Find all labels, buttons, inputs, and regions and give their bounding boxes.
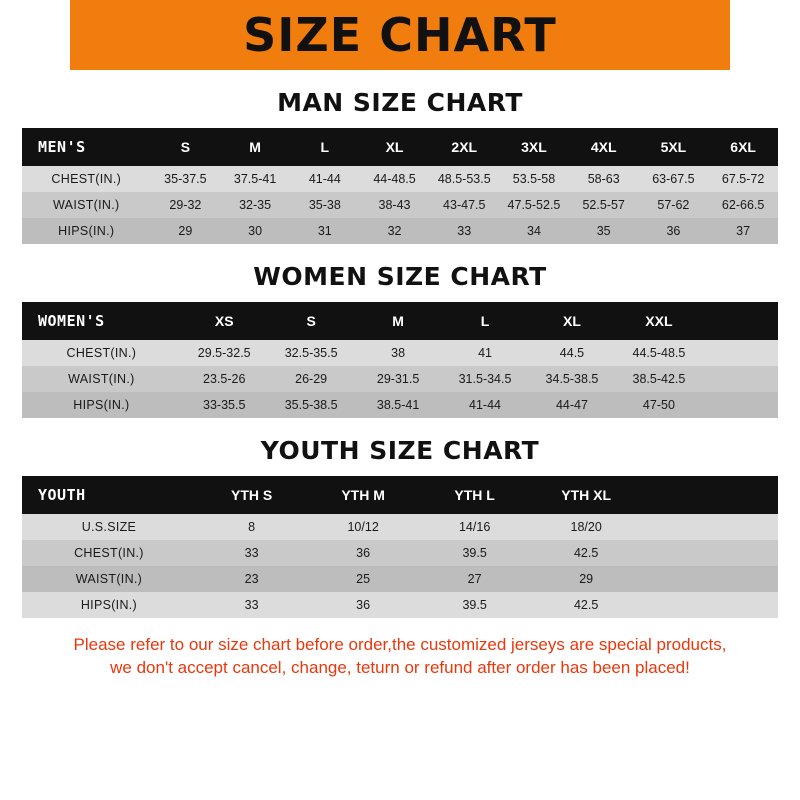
table-cell: 44-48.5	[360, 166, 430, 192]
column-header: YOUTH	[22, 476, 196, 514]
table-row	[22, 166, 778, 192]
table-cell-spacer	[642, 514, 778, 540]
column-header: M	[220, 128, 290, 166]
table-cell: 29	[151, 218, 221, 244]
row-header: HIPS(IN.)	[22, 392, 181, 418]
column-header: XS	[181, 302, 268, 340]
table-cell: 30	[220, 218, 290, 244]
table-cell: 33	[196, 592, 308, 618]
table-row	[22, 192, 778, 218]
table-cell: 39.5	[419, 592, 531, 618]
row-header: HIPS(IN.)	[22, 218, 151, 244]
column-header: MEN'S	[22, 128, 151, 166]
table-cell: 41-44	[290, 166, 360, 192]
table-cell: 8	[196, 514, 308, 540]
table-cell: 29-32	[151, 192, 221, 218]
table-header-row	[22, 476, 778, 514]
table-cell: 67.5-72	[708, 166, 778, 192]
table-cell: 31	[290, 218, 360, 244]
table-row	[22, 514, 778, 540]
men-size-table	[22, 128, 778, 244]
table-cell: 42.5	[530, 592, 642, 618]
table-cell-spacer	[702, 366, 778, 392]
women-section-title: WOMEN SIZE CHART	[253, 262, 547, 291]
column-header: S	[151, 128, 221, 166]
footer-line-1: Please refer to our size chart before order,the customized jerseys are special products,	[73, 635, 727, 654]
table-cell: 31.5-34.5	[442, 366, 529, 392]
youth-section	[0, 436, 800, 618]
men-section-title: MAN SIZE CHART	[277, 88, 523, 117]
column-header: YTH S	[196, 476, 308, 514]
table-cell: 52.5-57	[569, 192, 639, 218]
women-size-table	[22, 302, 778, 418]
row-header: CHEST(IN.)	[22, 540, 196, 566]
table-cell: 27	[419, 566, 531, 592]
table-cell: 43-47.5	[429, 192, 499, 218]
table-row	[22, 566, 778, 592]
table-cell: 36	[639, 218, 709, 244]
table-cell: 38-43	[360, 192, 430, 218]
row-header: CHEST(IN.)	[22, 166, 151, 192]
table-row	[22, 392, 778, 418]
table-header-row	[22, 128, 778, 166]
table-cell-spacer	[642, 592, 778, 618]
table-cell: 29.5-32.5	[181, 340, 268, 366]
table-cell: 41	[442, 340, 529, 366]
table-cell: 44-47	[529, 392, 616, 418]
table-cell-spacer	[642, 566, 778, 592]
table-cell: 58-63	[569, 166, 639, 192]
table-cell: 48.5-53.5	[429, 166, 499, 192]
table-cell: 35.5-38.5	[268, 392, 355, 418]
table-cell: 36	[307, 592, 419, 618]
row-header: WAIST(IN.)	[22, 366, 181, 392]
column-header: WOMEN'S	[22, 302, 181, 340]
table-cell: 44.5	[529, 340, 616, 366]
column-header: L	[290, 128, 360, 166]
column-header: 5XL	[639, 128, 709, 166]
table-cell: 32-35	[220, 192, 290, 218]
women-section	[0, 262, 800, 418]
page-title: SIZE CHART	[243, 8, 557, 62]
youth-section-title: YOUTH SIZE CHART	[260, 436, 540, 465]
column-header: YTH M	[307, 476, 419, 514]
column-header: XL	[360, 128, 430, 166]
table-row	[22, 340, 778, 366]
column-header: S	[268, 302, 355, 340]
footer-line-2: we don't accept cancel, change, teturn or refund after order has been placed!	[110, 657, 690, 677]
row-header: U.S.SIZE	[22, 514, 196, 540]
column-header: 4XL	[569, 128, 639, 166]
column-header: L	[442, 302, 529, 340]
header-band	[0, 0, 800, 70]
column-header: 6XL	[708, 128, 778, 166]
table-cell: 23	[196, 566, 308, 592]
table-row	[22, 592, 778, 618]
men-section	[0, 88, 800, 244]
row-header: WAIST(IN.)	[22, 566, 196, 592]
column-header: XXL	[615, 302, 702, 340]
table-cell: 33	[429, 218, 499, 244]
table-row	[22, 218, 778, 244]
column-header: 2XL	[429, 128, 499, 166]
table-cell: 39.5	[419, 540, 531, 566]
table-cell: 23.5-26	[181, 366, 268, 392]
youth-size-table	[22, 476, 778, 618]
table-cell: 63-67.5	[639, 166, 709, 192]
table-cell: 35-37.5	[151, 166, 221, 192]
table-cell: 37.5-41	[220, 166, 290, 192]
table-cell: 47-50	[615, 392, 702, 418]
table-cell: 18/20	[530, 514, 642, 540]
table-cell: 29	[530, 566, 642, 592]
table-cell: 41-44	[442, 392, 529, 418]
table-cell: 35-38	[290, 192, 360, 218]
table-cell: 35	[569, 218, 639, 244]
table-cell: 38.5-42.5	[615, 366, 702, 392]
table-cell: 14/16	[419, 514, 531, 540]
table-header-row	[22, 302, 778, 340]
table-cell: 25	[307, 566, 419, 592]
table-cell: 32.5-35.5	[268, 340, 355, 366]
table-cell: 44.5-48.5	[615, 340, 702, 366]
table-cell: 38	[355, 340, 442, 366]
table-cell: 34	[499, 218, 569, 244]
table-cell-spacer	[642, 540, 778, 566]
row-header: WAIST(IN.)	[22, 192, 151, 218]
footer-disclaimer	[0, 634, 800, 680]
table-cell-spacer	[702, 340, 778, 366]
table-cell: 34.5-38.5	[529, 366, 616, 392]
row-header: HIPS(IN.)	[22, 592, 196, 618]
column-header-spacer	[702, 302, 778, 340]
table-cell: 36	[307, 540, 419, 566]
row-header: CHEST(IN.)	[22, 340, 181, 366]
table-cell: 42.5	[530, 540, 642, 566]
column-header: YTH XL	[530, 476, 642, 514]
table-cell: 33-35.5	[181, 392, 268, 418]
table-cell: 29-31.5	[355, 366, 442, 392]
column-header: YTH L	[419, 476, 531, 514]
table-cell: 53.5-58	[499, 166, 569, 192]
table-row	[22, 366, 778, 392]
table-cell: 33	[196, 540, 308, 566]
table-cell: 37	[708, 218, 778, 244]
table-cell: 32	[360, 218, 430, 244]
table-cell: 10/12	[307, 514, 419, 540]
table-cell: 57-62	[639, 192, 709, 218]
column-header: XL	[529, 302, 616, 340]
table-row	[22, 540, 778, 566]
column-header-spacer	[642, 476, 778, 514]
table-cell: 26-29	[268, 366, 355, 392]
column-header: 3XL	[499, 128, 569, 166]
table-cell: 38.5-41	[355, 392, 442, 418]
table-cell: 62-66.5	[708, 192, 778, 218]
table-cell-spacer	[702, 392, 778, 418]
column-header: M	[355, 302, 442, 340]
table-cell: 47.5-52.5	[499, 192, 569, 218]
